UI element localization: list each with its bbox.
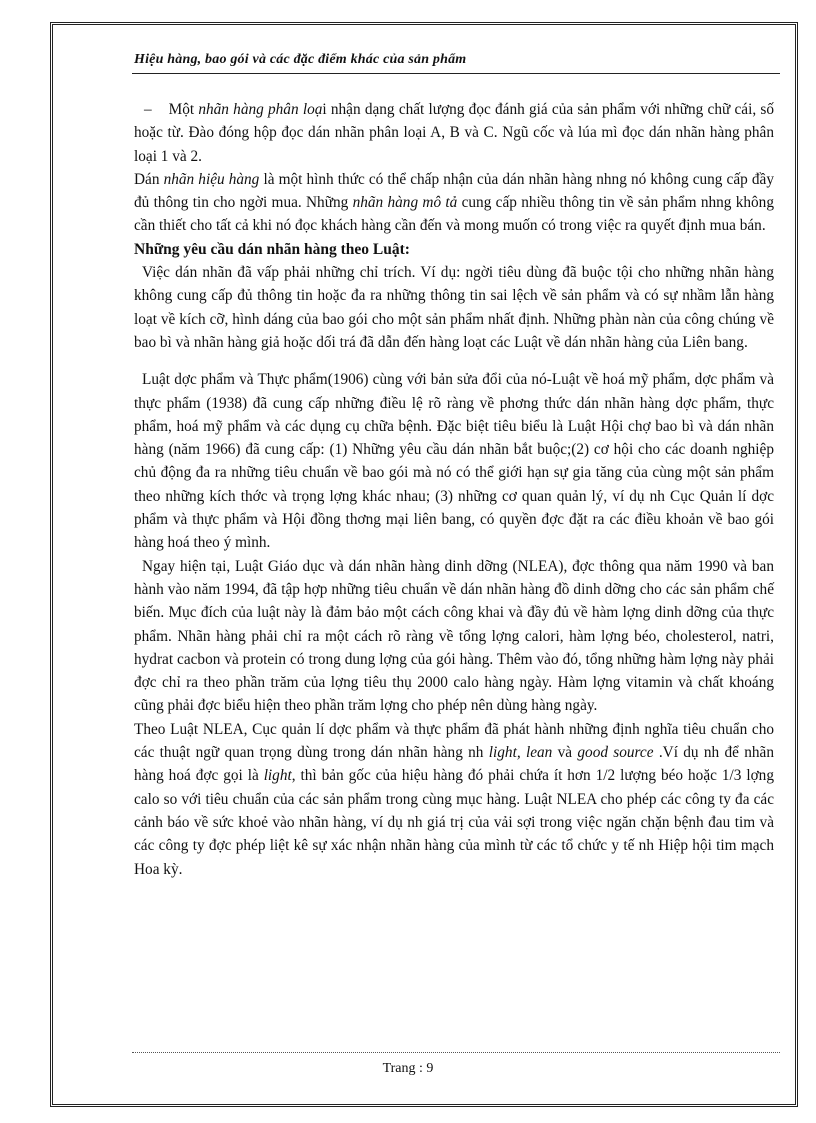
text-run: Theo Luật NLEA, Cục quản lí dợc phẩm và thực phẩm đã phát hành những định nghĩa tiêu chuẩn cho các thuật ngữ quan trọng dùng trong dán nhãn hàng nh bbox=[134, 720, 774, 762]
running-header: Hiệu hàng, bao gói và các đặc điểm khác của sản phẩm bbox=[134, 52, 467, 67]
page-number: Trang : 9 bbox=[382, 1061, 434, 1076]
document-body bbox=[134, 98, 774, 881]
section-heading: Những yêu cầu dán nhãn hàng theo Luật: bbox=[134, 240, 410, 258]
text-run: và bbox=[552, 744, 578, 762]
paragraph-classification-label bbox=[134, 98, 774, 168]
text-run: Một bbox=[168, 101, 199, 118]
footer-divider bbox=[132, 1052, 780, 1053]
italic-term: nhãn hàng mô tả bbox=[352, 194, 458, 212]
paragraph-nlea-definitions bbox=[134, 718, 774, 881]
text-run: là một hình thức có thể chấp nhận của dán nhãn hàng nhng nó không cung cấp đầy đủ thông tin cho ngời mua. Những bbox=[134, 170, 774, 212]
paragraph-food-drug-law: Luật dợc phẩm và Thực phẩm(1906) cùng với bản sửa đổi của nó-Luật về hoá mỹ phẩm, dợc phẩm và thực phẩm (1938) đã cung cấp những điều lệ rõ ràng về phơng thức dán nhãn hàng dợc phẩm, thực phẩm, hoá mỹ phẩm và các dụng cụ chữa bệnh. Đặc biệt tiêu biểu là Luật Hội chợ bao bì và dán nhãn hàng (năm 1966) đã cung cấp: (1) Những yêu cầu dán nhãn bắt buộc;(2) cơ hội cho các doanh nghiệp chủ động đa ra những tiêu chuẩn về bao gói mà nó có thể giới hạn sự gia tăng của cùng một sản phẩm theo những kích thớc và trọng lợng khác nhau; (3) những cơ quan quản lý, ví dụ nh Cục Quản lí dợc phẩm và thực phẩm và Hội đồng thơng mại liên bang, có quyền đợc đặt ra các điều khoản về bao gói hàng hoá theo ý mình. bbox=[134, 371, 774, 552]
header-divider bbox=[132, 73, 780, 74]
text-run: cung cấp nhiều thông tin về sản phẩm nhng không cần thiết cho tất cả khi nó đọc khách hàng cần đến và mong muốn có trong việc ra quyết định mua bán. bbox=[134, 194, 774, 235]
italic-term: good source bbox=[577, 744, 654, 762]
text-run: i nhận dạng chất lượng đọc đánh giá của sản phẩm với những chữ cái, số hoặc từ. Đào đóng hộp đọc dán nhãn phân loại A, B và C. Ngũ cốc và lúa mì đọc dán nhãn hàng phân loại 1 và 2. bbox=[134, 101, 774, 165]
italic-term: light bbox=[263, 767, 292, 785]
italic-term: light, lean bbox=[488, 744, 553, 762]
text-run: , thì bản gốc của hiệu hàng đó phải chứa ít hơn 1/2 lượng béo hoặc 1/3 lợng calo so với tiêu chuẩn của các sản phẩm trong cùng mục hàng. Luật NLEA cho phép các công ty đa các cảnh báo về sức khoẻ vào nhãn hàng, ví dụ nh giá trị của vải sợi trong việc ngăn chặn bệnh đau tim và các công ty đợc phép liệt kê sự xác nhận nhãn hàng của mình từ các tổ chức y tế nh Hiệp hội tim mạch Hoa kỳ. bbox=[134, 767, 774, 878]
paragraph-criticism: Việc dán nhãn đã vấp phải những chỉ trích. Ví dụ: ngời tiêu dùng đã buộc tội cho những nhãn hàng không cung cấp đủ thông tin hoặc đa ra những thông tin sai lệch về sản phẩm và có sự nhầm lẫn hàng loạt về kích cỡ, hình dáng của bao gói cho một sản phẩm nhất định. Những phàn nàn của công chúng về bao bì và nhãn hàng giả hoặc dối trá đã dẫn đến hàng loạt các Luật về dán nhãn hàng của Liên bang. bbox=[134, 264, 774, 351]
paragraph-brand-label bbox=[134, 168, 774, 238]
italic-term: nhãn hàng phân loạ bbox=[198, 101, 323, 118]
italic-term: nhãn hiệu hàng bbox=[163, 170, 260, 188]
list-dash: – bbox=[144, 101, 152, 118]
text-run: .Ví dụ nh để nhãn hàng hoá đợc gọi là bbox=[134, 744, 774, 785]
paragraph-nlea: Ngay hiện tại, Luật Giáo dục và dán nhãn hàng dinh dỡng (NLEA), đợc thông qua năm 1990 và ban hành vào năm 1994, đã tập hợp những tiêu chuẩn về dán nhãn hàng đồ dinh dỡng cho các sản phẩm chế biến. Mục đích của luật này là đảm bảo một cách công khai và đầy đủ về hàm lợng dinh dỡng của thực phẩm. Nhãn hàng phải chỉ ra một cách rõ ràng về tổng lợng calori, hàm lợng béo, cholesterol, natri, hydrat cacbon và protein có trong dung lợng của gói hàng. Thêm vào đó, tổng những hàm lợng này phải đợc chỉ ra theo phần trăm của lợng tiêu thụ 2000 calo hàng ngày. Hàm lợng vitamin và chất khoáng cũng phải đợc biểu hiện theo phần trăm lợng cho phép nên dùng hàng ngày. bbox=[134, 557, 774, 715]
text-run: Dán bbox=[134, 170, 164, 188]
